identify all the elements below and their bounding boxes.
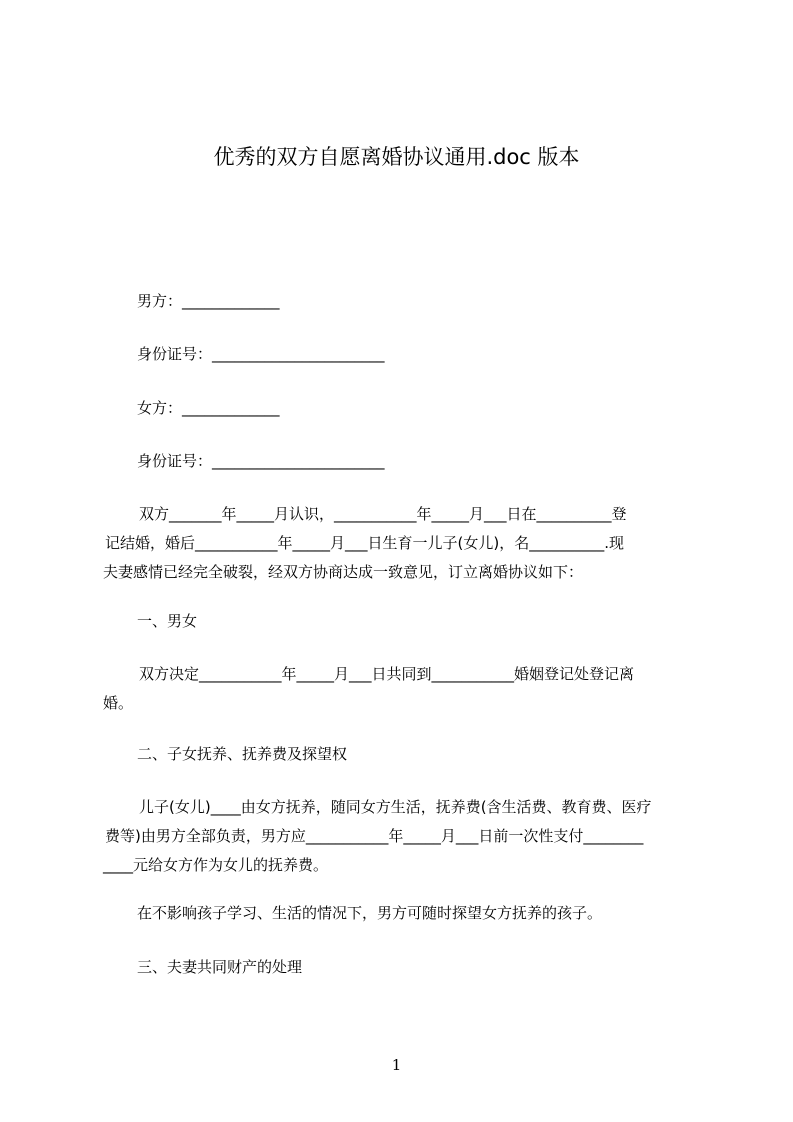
section-2-line-1: 儿子(女儿)____由女方抚养，随同女方生活，抚养费(含生活费、教育费、医疗 <box>139 798 652 816</box>
intro-line-2: 记结婚，婚后___________年_____月___日生育一儿子(女儿)，名__________.现 <box>105 534 624 552</box>
section-2-line-3: ____元给女方作为女儿的抚养费。 <box>103 856 329 874</box>
page-number: 1 <box>391 1056 402 1074</box>
section-1-line-1: 双方决定___________年_____月___日共同到___________婚姻登记处登记离 <box>139 665 635 683</box>
visitation-paragraph: 在不影响孩子学习、生活的情况下，男方可随时探望女方抚养的孩子。 <box>137 904 603 922</box>
section-2-heading: 二、子女抚养、抚养费及探望权 <box>137 745 348 763</box>
document-title: 优秀的双方自愿离婚协议通用.doc 版本 <box>213 145 580 169</box>
male-party-field: 男方：_____________ <box>137 292 280 310</box>
female-party-field: 女方：_____________ <box>137 399 280 417</box>
section-2-paragraph <box>103 793 703 880</box>
section-3-heading: 三、夫妻共同财产的处理 <box>137 958 303 976</box>
intro-line-1: 双方_______年_____月认识，___________年_____月___日在__________登 <box>139 505 627 523</box>
section-2-line-2: 费等)由男方全部负责，男方应___________年_____月___日前一次性支付________ <box>105 827 644 845</box>
section-1-paragraph <box>103 660 703 718</box>
section-1-line-2: 婚。 <box>103 694 134 712</box>
intro-paragraph <box>103 500 703 587</box>
section-1-heading: 一、男女 <box>137 612 198 630</box>
male-id-number-field: 身份证号：_______________________ <box>137 345 385 363</box>
female-id-number-field: 身份证号：_______________________ <box>137 452 385 470</box>
intro-line-3: 夫妻感情已经完全破裂，经双方协商达成一致意见，订立离婚协议如下： <box>103 563 584 581</box>
